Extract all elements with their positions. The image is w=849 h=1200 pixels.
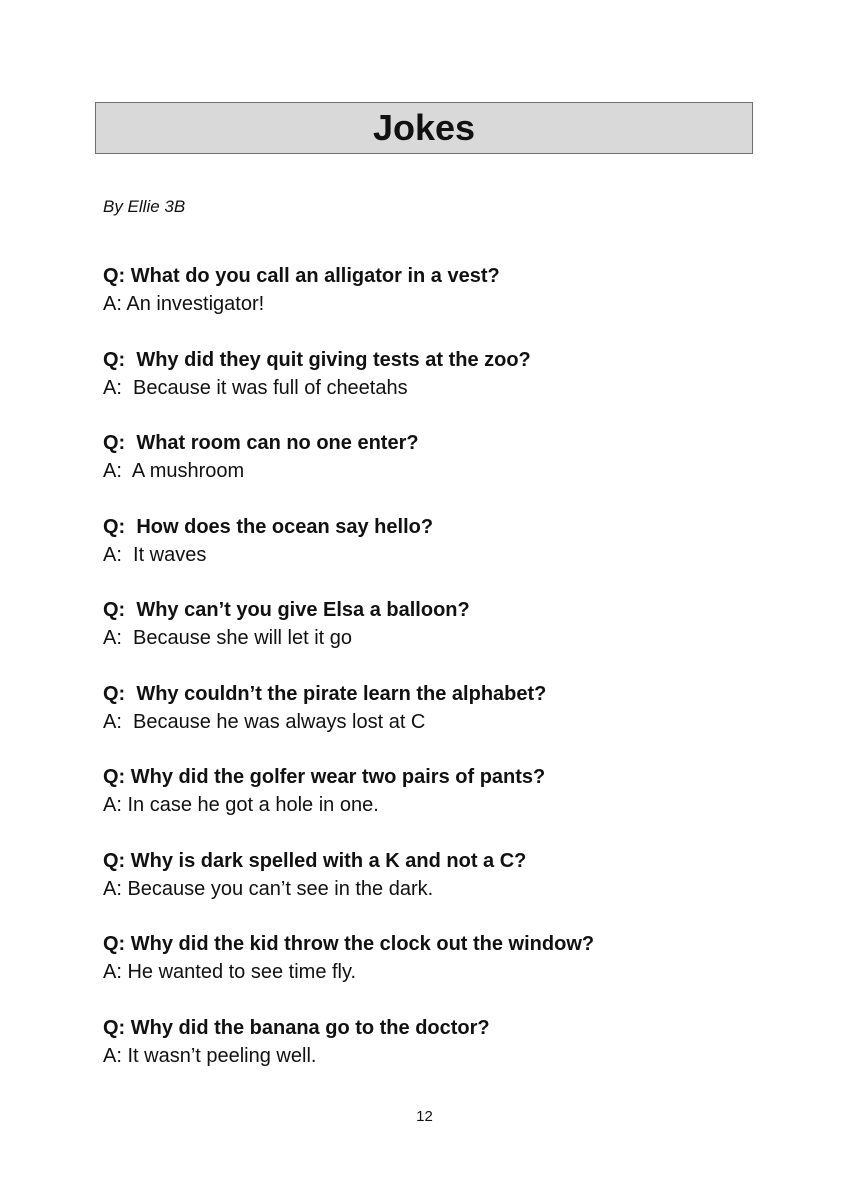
title-banner — [95, 102, 753, 154]
joke-item — [103, 680, 803, 764]
joke-item — [103, 429, 803, 513]
joke-answer: A: Because it was full of cheetahs — [103, 376, 408, 399]
joke-item — [103, 763, 803, 847]
joke-question: Q: How does the ocean say hello? — [103, 515, 434, 538]
joke-item — [103, 930, 803, 1014]
joke-question: Q: Why can’t you give Elsa a balloon? — [103, 599, 470, 621]
joke-question: Q: What do you call an alligator in a vest? — [103, 265, 500, 287]
joke-answer: A: Because you can’t see in the dark. — [103, 877, 434, 900]
joke-question: Q: Why couldn’t the pirate learn the alphabet? — [103, 682, 547, 705]
joke-answer: A: It wasn’t peeling well. — [103, 1044, 317, 1067]
byline: By Ellie 3B — [103, 197, 186, 216]
joke-answer: A: In case he got a hole in one. — [103, 794, 379, 816]
joke-question: Q: Why did the banana go to the doctor? — [103, 1016, 490, 1039]
joke-question: Q: Why did the golfer wear two pairs of pants? — [103, 766, 546, 788]
joke-item — [103, 262, 803, 346]
joke-answer: A: An investigator! — [103, 293, 265, 315]
page-title: Jokes — [372, 107, 476, 148]
joke-item — [103, 596, 803, 680]
joke-answer: A: He wanted to see time fly. — [103, 961, 357, 983]
joke-item — [103, 513, 803, 597]
joke-question: Q: Why did the kid throw the clock out the window? — [103, 933, 595, 955]
joke-item — [103, 346, 803, 430]
joke-item — [103, 1014, 803, 1098]
joke-question: Q: What room can no one enter? — [103, 432, 419, 454]
joke-question: Q: Why is dark spelled with a K and not a C? — [103, 849, 527, 872]
page-number: 12 — [416, 1108, 433, 1125]
joke-answer: A: Because she will let it go — [103, 627, 353, 649]
jokes-list — [103, 262, 803, 1097]
joke-item — [103, 847, 803, 931]
joke-question: Q: Why did they quit giving tests at the zoo? — [103, 348, 531, 371]
joke-answer: A: It waves — [103, 543, 207, 566]
joke-answer: A: A mushroom — [103, 460, 245, 482]
joke-answer: A: Because he was always lost at C — [103, 710, 426, 733]
